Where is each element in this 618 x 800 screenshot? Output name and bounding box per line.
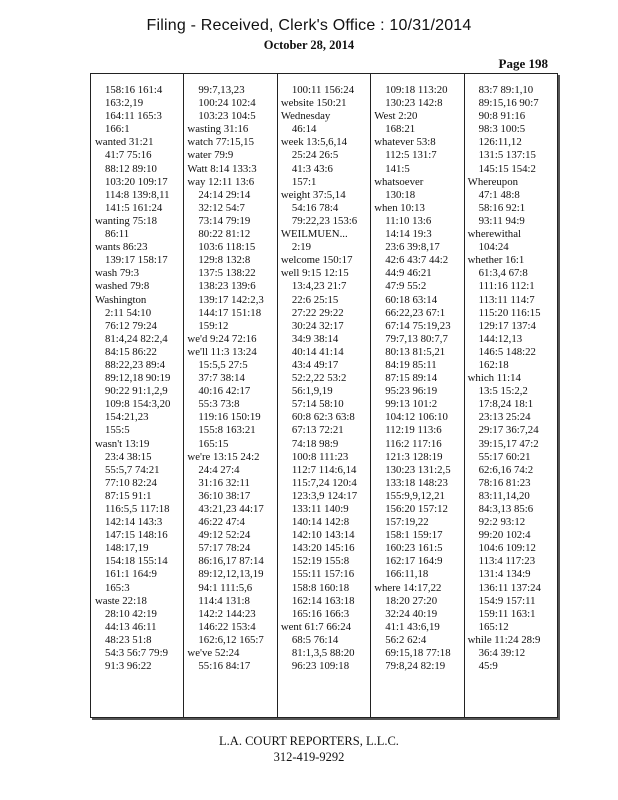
- index-entry-refs: 23:4 38:15: [105, 450, 152, 463]
- index-entry-refs: 77:10 82:24: [105, 476, 157, 489]
- index-entry-refs: 141:5 161:24: [105, 201, 163, 214]
- index-entry-refs: 28:10 42:19: [105, 607, 157, 620]
- index-entry-refs: 119:16 150:19: [198, 411, 261, 424]
- index-entry-refs: 126:11,12: [478, 136, 522, 149]
- index-entry-refs: 99:20 102:4: [478, 529, 531, 542]
- index-entry-refs: 42:6 43:7 44:2: [385, 254, 449, 267]
- index-entry-refs: 86:16,17 87:14: [198, 555, 264, 568]
- index-entry-refs: 103:23 104:5: [198, 110, 256, 123]
- index-entry-refs: 78:16 81:23: [478, 476, 531, 489]
- index-entry-refs: 79:22,23 153:6: [291, 214, 358, 227]
- index-column-2: [183, 74, 276, 717]
- index-entry-refs: 49:12 52:24: [198, 529, 251, 542]
- index-entry-word: which 11:14: [467, 372, 521, 385]
- index-entry-refs: 62:6,16 74:2: [478, 463, 534, 476]
- index-entry-word: Whereupon: [467, 175, 518, 188]
- index-entry-refs: 137:5 138:22: [198, 267, 256, 280]
- index-entry-refs: 15:5,5 27:5: [198, 358, 248, 371]
- index-entry-refs: 144:12,13: [478, 332, 523, 345]
- index-entry-refs: 89:12,12,13,19: [198, 568, 264, 581]
- index-entry-refs: 113:11 114:7: [478, 293, 535, 306]
- index-entry-refs: 130:18: [385, 188, 416, 201]
- index-entry-refs: 163:2,19: [105, 97, 144, 110]
- index-entry-refs: 56:1,9,19: [291, 385, 333, 398]
- index-entry-refs: 162:17 164:9: [385, 555, 443, 568]
- index-entry-refs: 52:2,22 53:2: [291, 372, 347, 385]
- index-entry-refs: 99:13 101:2: [385, 398, 438, 411]
- index-entry-refs: 140:14 142:8: [291, 516, 350, 529]
- index-entry-refs: 154:9 157:11: [478, 594, 536, 607]
- index-entry-refs: 69:15,18 77:18: [385, 647, 451, 660]
- index-entry-refs: 22:6 25:15: [291, 293, 339, 306]
- index-entry-refs: 46:22 47:4: [198, 516, 245, 529]
- index-entry-refs: 45:9: [478, 660, 498, 673]
- index-entry-refs: 13:4,23 21:7: [291, 280, 347, 293]
- index-entry-refs: 18:20 27:20: [385, 594, 438, 607]
- index-entry-refs: 162:18: [478, 358, 509, 371]
- index-entry-refs: 31:16 32:11: [198, 476, 250, 489]
- index-entry-refs: 157:19,22: [385, 516, 429, 529]
- index-entry-refs: 165:12: [478, 620, 509, 633]
- index-entry-refs: 115:20 116:15: [478, 306, 541, 319]
- page-number: Page 198: [498, 56, 548, 71]
- index-entry-refs: 55:17 60:21: [478, 450, 531, 463]
- index-entry-refs: 80:13 81:5,21: [385, 345, 446, 358]
- index-entry-refs: 13:5 15:2,2: [478, 385, 528, 398]
- index-entry-refs: 34:9 38:14: [291, 332, 339, 345]
- index-entry-refs: 152:19 155:8: [291, 555, 350, 568]
- index-entry-refs: 32:24 40:19: [385, 607, 438, 620]
- index-entry-refs: 84:3,13 85:6: [478, 503, 534, 515]
- index-entry-refs: 55:5,7 74:21: [105, 463, 160, 476]
- index-entry-word: weight 37:5,14: [280, 188, 346, 201]
- index-entry-refs: 80:22 81:12: [198, 228, 251, 241]
- index-entry-refs: 155:9,9,12,21: [385, 489, 445, 502]
- index-entry-refs: 11:10 13:6: [385, 214, 432, 227]
- index-entry-refs: 95:23 96:19: [385, 385, 438, 398]
- index-entry-refs: 114:8 139:8,11: [105, 188, 170, 201]
- index-entry-refs: 159:11 163:1: [478, 607, 536, 620]
- index-entry-refs: 27:22 29:22: [291, 306, 344, 319]
- index-column-4: [370, 74, 463, 717]
- index-entry-word: website 150:21: [280, 97, 347, 110]
- index-entry-refs: 2:19: [291, 241, 312, 254]
- index-entry-refs: 104:6 109:12: [478, 542, 536, 555]
- index-entry-refs: 41:3 43:6: [291, 162, 333, 175]
- index-entry-refs: 96:23 109:18: [291, 660, 350, 673]
- index-entry-refs: 165:3: [105, 581, 130, 594]
- index-entry-refs: 100:8 111:23: [291, 450, 349, 463]
- index-entry-refs: 79:8,24 82:19: [385, 660, 446, 673]
- index-entry-refs: 25:24 26:5: [291, 149, 339, 162]
- index-entry-word: we'll 11:3 13:24: [187, 345, 257, 358]
- index-entry-word: welcome 150:17: [280, 254, 353, 267]
- index-entry-refs: 100:24 102:4: [198, 97, 256, 110]
- index-entry-refs: 87:15 89:14: [385, 372, 438, 385]
- index-entry-refs: 43:4 49:17: [291, 358, 339, 371]
- index-entry-word: week 13:5,6,14: [280, 136, 348, 149]
- index-entry-refs: 158:8 160:18: [291, 581, 350, 594]
- index-entry-refs: 165:15: [198, 437, 229, 450]
- index-entry-word: when 10:13: [374, 201, 425, 214]
- index-entry-refs: 47:1 48:8: [478, 188, 520, 201]
- index-entry-refs: 37:7 38:14: [198, 372, 245, 385]
- index-entry-refs: 24:4 27:4: [198, 463, 240, 476]
- index-entry-refs: 148:17,19: [105, 542, 149, 555]
- index-entry-refs: 89:15,16 90:7: [478, 97, 539, 110]
- index-entry-word: where 14:17,22: [374, 581, 442, 594]
- index-entry-word: West 2:20: [374, 110, 418, 123]
- index-entry-refs: 56:2 62:4: [385, 633, 427, 646]
- index-entry-refs: 87:15 91:1: [105, 489, 152, 502]
- court-reporter-phone: 312-419-9292: [273, 750, 345, 764]
- index-entry-refs: 94:1 111:5,6: [198, 581, 253, 594]
- index-entry-word: wanted 31:21: [95, 136, 154, 149]
- index-entry-refs: 131:5 137:15: [478, 149, 536, 162]
- index-entry-word: went 61:7 66:24: [280, 620, 351, 633]
- index-entry-refs: 73:14 79:19: [198, 214, 251, 227]
- index-entry-refs: 104:24: [478, 241, 509, 254]
- index-entry-refs: 83:7 89:1,10: [478, 84, 534, 96]
- index-entry-word: WEILMUEN...: [280, 228, 348, 241]
- index-entry-refs: 43:21,23 44:17: [198, 503, 264, 515]
- index-entry-refs: 84:19 85:11: [385, 358, 437, 371]
- index-entry-refs: 104:12 106:10: [385, 411, 448, 424]
- index-entry-refs: 60:8 62:3 63:8: [291, 411, 355, 424]
- index-entry-refs: 115:7,24 120:4: [291, 476, 357, 489]
- index-entry-refs: 24:14 29:14: [198, 188, 251, 201]
- index-entry-refs: 29:17 36:7,24: [478, 424, 539, 437]
- index-entry-refs: 113:4 117:23: [478, 555, 536, 568]
- index-entry-refs: 146:5 148:22: [478, 345, 536, 358]
- index-entry-word: whatsoever: [374, 175, 424, 188]
- index-entry-refs: 89:12,18 90:19: [105, 372, 171, 385]
- index-entry-refs: 130:23 131:2,5: [385, 463, 451, 476]
- index-entry-word: watch 77:15,15: [187, 136, 254, 149]
- index-entry-word: wasting 31:16: [187, 123, 249, 136]
- index-entry-word: whether 16:1: [467, 254, 525, 267]
- index-entry-refs: 40:14 41:14: [291, 345, 344, 358]
- index-entry-refs: 121:3 128:19: [385, 450, 443, 463]
- index-entry-refs: 74:18 98:9: [291, 437, 339, 450]
- index-entry-refs: 79:7,13 80:7,7: [385, 332, 448, 345]
- index-column-1: [91, 74, 183, 717]
- index-entry-refs: 109:8 154:3,20: [105, 398, 171, 411]
- index-entry-word: waste 22:18: [95, 594, 147, 607]
- index-entry-refs: 123:3,9 124:17: [291, 489, 358, 502]
- index-entry-word: wants 86:23: [95, 241, 148, 254]
- index-entry-refs: 90:22 91:1,2,9: [105, 385, 168, 398]
- index-entry-refs: 23:6 39:8,17: [385, 241, 440, 254]
- index-entry-refs: 143:20 145:16: [291, 542, 355, 555]
- index-entry-refs: 32:12 54:7: [198, 201, 245, 214]
- index-entry-refs: 116:2 117:16: [385, 437, 442, 450]
- index-entry-refs: 76:12 79:24: [105, 319, 157, 332]
- index-entry-refs: 136:11 137:24: [478, 581, 541, 594]
- index-entry-refs: 165:16 166:3: [291, 607, 350, 620]
- index-entry-refs: 99:7,13,23: [198, 84, 245, 96]
- index-entry-refs: 86:11: [105, 228, 130, 241]
- index-entry-refs: 2:11 54:10: [105, 306, 152, 319]
- index-entry-refs: 98:3 100:5: [478, 123, 526, 136]
- index-entry-refs: 160:23 161:5: [385, 542, 443, 555]
- index-entry-refs: 157:1: [291, 175, 317, 188]
- court-reporter-name: L.A. COURT REPORTERS, L.L.C.: [219, 734, 399, 748]
- index-entry-refs: 142:14 143:3: [105, 516, 163, 529]
- index-entry-word: well 9:15 12:15: [280, 267, 349, 280]
- footer: [0, 733, 618, 765]
- index-entry-refs: 66:22,23 67:1: [385, 306, 446, 319]
- index-entry-refs: 81:4,24 82:2,4: [105, 332, 168, 345]
- index-entry-refs: 116:5,5 117:18: [105, 503, 170, 515]
- index-entry-refs: 41:1 43:6,19: [385, 620, 440, 633]
- index-entry-refs: 92:2 93:12: [478, 516, 526, 529]
- index-entry-refs: 48:23 51:8: [105, 633, 152, 646]
- index-entry-refs: 88:22,23 89:4: [105, 358, 165, 371]
- index-entry-refs: 145:15 154:2: [478, 162, 536, 175]
- index-entry-refs: 142:2 144:23: [198, 607, 256, 620]
- index-entry-refs: 139:17 158:17: [105, 254, 168, 267]
- index-entry-refs: 103:6 118:15: [198, 241, 256, 254]
- index-entry-refs: 61:3,4 67:8: [478, 267, 528, 280]
- index-entry-word: wherewithal: [467, 228, 521, 241]
- index-entry-refs: 91:3 96:22: [105, 660, 152, 673]
- index-entry-refs: 162:14 163:18: [291, 594, 355, 607]
- index-entry-word: Washington: [95, 293, 147, 306]
- index-entry-refs: 109:18 113:20: [385, 84, 448, 96]
- index-entry-refs: 17:8,24 18:1: [478, 398, 534, 411]
- index-entry-word: Watt 8:14 133:3: [187, 162, 257, 175]
- index-entry-refs: 155:11 157:16: [291, 568, 355, 581]
- index-entry-refs: 158:16 161:4: [105, 84, 163, 96]
- index-entry-refs: 112:7 114:6,14: [291, 463, 357, 476]
- index-entry-word: we'd 9:24 72:16: [187, 332, 257, 345]
- index-entry-refs: 36:10 38:17: [198, 489, 251, 502]
- index-entry-word: wash 79:3: [95, 267, 140, 280]
- index-entry-refs: 133:11 140:9: [291, 503, 349, 515]
- index-entry-refs: 67:13 72:21: [291, 424, 344, 437]
- filing-stamp: Filing - Received, Clerk's Office : 10/31/2014: [146, 17, 472, 34]
- index-entry-refs: 41:7 75:16: [105, 149, 152, 162]
- index-entry-refs: 130:23 142:8: [385, 97, 443, 110]
- index-entry-refs: 141:5: [385, 162, 410, 175]
- index-columns: [91, 74, 557, 717]
- index-entry-word: Wednesday: [280, 110, 331, 123]
- index-entry-refs: 161:1 164:9: [105, 568, 157, 581]
- index-entry-refs: 138:23 139:6: [198, 280, 256, 293]
- index-entry-word: wasn't 13:19: [95, 437, 150, 450]
- index-entry-refs: 67:14 75:19,23: [385, 319, 451, 332]
- index-entry-refs: 55:3 73:8: [198, 398, 240, 411]
- index-entry-word: water 79:9: [187, 149, 234, 162]
- index-entry-refs: 131:4 134:9: [478, 568, 531, 581]
- index-entry-refs: 58:16 92:1: [478, 201, 526, 214]
- index-entry-refs: 23:13 25:24: [478, 411, 531, 424]
- document-date: October 28, 2014: [263, 38, 355, 52]
- index-entry-word: wanting 75:18: [95, 214, 158, 227]
- index-entry-refs: 90:8 91:16: [478, 110, 526, 123]
- index-entry-refs: 93:11 94:9: [478, 214, 525, 227]
- index-entry-word: while 11:24 28:9: [467, 633, 541, 646]
- index-entry-refs: 155:8 163:21: [198, 424, 256, 437]
- index-entry-refs: 168:21: [385, 123, 416, 136]
- index-entry-refs: 166:11,18: [385, 568, 429, 581]
- index-entry-refs: 46:14: [291, 123, 317, 136]
- index-entry-refs: 57:17 78:24: [198, 542, 251, 555]
- index-entry-refs: 146:22 153:4: [198, 620, 256, 633]
- index-entry-refs: 154:21,23: [105, 411, 149, 424]
- index-entry-refs: 39:15,17 47:2: [478, 437, 539, 450]
- index-entry-refs: 133:18 148:23: [385, 476, 448, 489]
- index-entry-refs: 112:5 131:7: [385, 149, 437, 162]
- index-entry-refs: 155:5: [105, 424, 130, 437]
- index-entry-refs: 139:17 142:2,3: [198, 293, 264, 306]
- index-entry-refs: 54:16 78:4: [291, 201, 339, 214]
- index-entry-refs: 60:18 63:14: [385, 293, 438, 306]
- index-entry-refs: 30:24 32:17: [291, 319, 344, 332]
- index-entry-refs: 154:18 155:14: [105, 555, 168, 568]
- index-entry-refs: 55:16 84:17: [198, 660, 251, 673]
- index-entry-word: washed 79:8: [95, 280, 150, 293]
- index-entry-refs: 129:8 132:8: [198, 254, 251, 267]
- word-index-table: [90, 73, 558, 718]
- index-entry-refs: 159:12: [198, 319, 229, 332]
- index-entry-refs: 40:16 42:17: [198, 385, 251, 398]
- index-entry-refs: 14:14 19:3: [385, 228, 432, 241]
- index-entry-refs: 164:11 165:3: [105, 110, 162, 123]
- index-entry-refs: 156:20 157:12: [385, 503, 448, 515]
- index-entry-refs: 103:20 109:17: [105, 175, 168, 188]
- index-entry-word: we're 13:15 24:2: [187, 450, 260, 463]
- index-entry-word: whatever 53:8: [374, 136, 436, 149]
- index-entry-refs: 144:17 151:18: [198, 306, 262, 319]
- index-entry-word: way 12:11 13:6: [187, 175, 255, 188]
- index-entry-refs: 111:16 112:1: [478, 280, 535, 293]
- index-entry-refs: 142:10 143:14: [291, 529, 355, 542]
- index-entry-refs: 36:4 39:12: [478, 647, 526, 660]
- index-entry-refs: 57:14 58:10: [291, 398, 344, 411]
- index-entry-refs: 147:15 148:16: [105, 529, 168, 542]
- index-entry-refs: 162:6,12 165:7: [198, 633, 264, 646]
- index-entry-refs: 44:9 46:21: [385, 267, 432, 280]
- index-entry-refs: 68:5 76:14: [291, 633, 339, 646]
- index-entry-refs: 44:13 46:11: [105, 620, 157, 633]
- index-entry-refs: 54:3 56:7 79:9: [105, 647, 168, 660]
- index-entry-refs: 129:17 137:4: [478, 319, 536, 332]
- index-entry-refs: 88:12 89:10: [105, 162, 157, 175]
- index-column-3: [277, 74, 370, 717]
- index-entry-refs: 166:1: [105, 123, 130, 136]
- index-column-5: [464, 74, 557, 717]
- index-entry-refs: 114:4 131:8: [198, 594, 250, 607]
- index-entry-refs: 83:11,14,20: [478, 489, 530, 502]
- index-entry-refs: 112:19 113:6: [385, 424, 442, 437]
- index-entry-word: we've 52:24: [187, 647, 240, 660]
- index-entry-refs: 81:1,3,5 88:20: [291, 647, 355, 660]
- index-entry-refs: 158:1 159:17: [385, 529, 443, 542]
- index-entry-refs: 84:15 86:22: [105, 345, 157, 358]
- index-entry-refs: 100:11 156:24: [291, 84, 355, 96]
- index-entry-refs: 47:9 55:2: [385, 280, 427, 293]
